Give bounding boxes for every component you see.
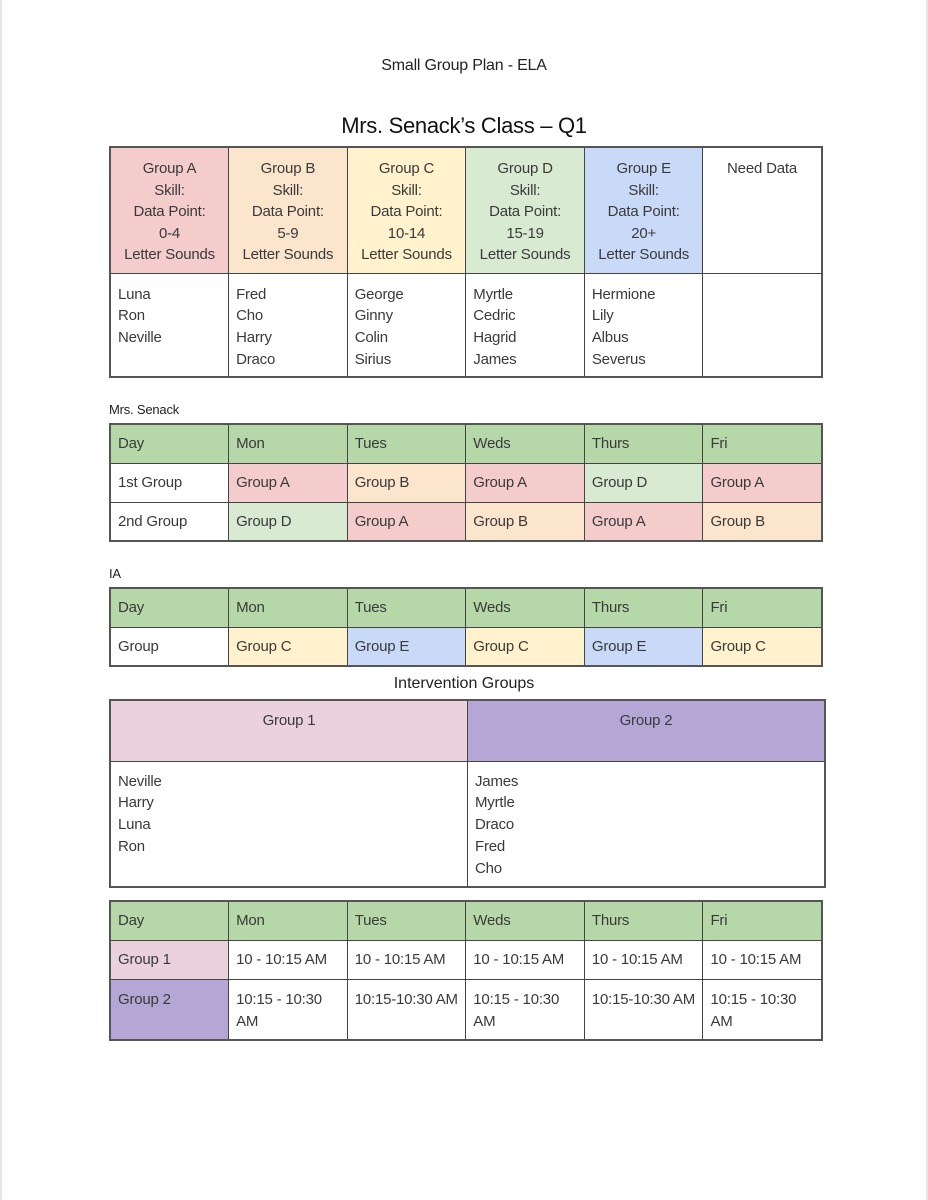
day-mon[interactable]: Mon bbox=[229, 424, 348, 463]
need-data-students[interactable] bbox=[703, 273, 822, 377]
page-edge-left bbox=[0, 0, 2, 1200]
schedule-cell[interactable]: Group D bbox=[229, 502, 348, 541]
schedule-cell[interactable]: Group C bbox=[466, 627, 585, 666]
class-title: Mrs. Senack’s Class – Q1 bbox=[341, 113, 587, 138]
day-header[interactable]: Day bbox=[110, 901, 229, 940]
group-c-students[interactable] bbox=[347, 273, 466, 377]
student-name: George bbox=[354, 285, 404, 303]
row-label[interactable]: Group bbox=[110, 627, 229, 666]
student-name: Draco bbox=[236, 350, 276, 368]
intervention-schedule-table bbox=[109, 900, 823, 1041]
day-tues[interactable]: Tues bbox=[347, 424, 466, 463]
group-a-header[interactable] bbox=[110, 147, 229, 273]
student-name: Fred bbox=[236, 285, 267, 303]
student-name: Sirius bbox=[354, 350, 391, 368]
group-name: Group A bbox=[142, 160, 197, 177]
data-point-label: Data Point: bbox=[489, 203, 562, 221]
schedule-row-group-2 bbox=[110, 979, 822, 1040]
student-name: Luna bbox=[118, 285, 151, 303]
intervention-group-2-students[interactable] bbox=[468, 761, 826, 887]
time-cell[interactable]: 10:15-10:30 AM bbox=[347, 979, 466, 1040]
student-name: Albus bbox=[591, 329, 629, 347]
schedule-cell[interactable]: Group A bbox=[466, 463, 585, 502]
student-name: Myrtle bbox=[475, 794, 515, 812]
intervention-groups-table bbox=[109, 699, 826, 888]
data-point-measure: Letter Sounds bbox=[124, 246, 215, 264]
need-data-header[interactable] bbox=[703, 147, 822, 273]
group-a-students[interactable] bbox=[110, 273, 229, 377]
student-name: James bbox=[473, 350, 517, 368]
data-point-range: 15-19 bbox=[506, 224, 544, 242]
skill-label: Skill: bbox=[154, 181, 185, 199]
time-cell[interactable]: 10:15 - 10:30 AM bbox=[466, 979, 585, 1040]
student-name: Draco bbox=[475, 816, 515, 834]
data-point-range: 10-14 bbox=[387, 224, 426, 242]
document-title: Small Group Plan - ELA bbox=[381, 57, 547, 74]
time-cell[interactable]: 10 - 10:15 AM bbox=[466, 940, 585, 979]
student-name: Hagrid bbox=[473, 329, 517, 347]
day-fri[interactable]: Fri bbox=[703, 588, 822, 627]
group-name: Group E bbox=[616, 160, 671, 177]
ia-schedule-table bbox=[109, 587, 823, 667]
time-cell[interactable]: 10 - 10:15 AM bbox=[347, 940, 466, 979]
student-name: Ron bbox=[118, 837, 145, 855]
time-cell[interactable]: 10 - 10:15 AM bbox=[584, 940, 703, 979]
skill-label: Skill: bbox=[272, 181, 304, 199]
day-thurs[interactable]: Thurs bbox=[584, 424, 703, 463]
time-cell[interactable]: 10 - 10:15 AM bbox=[229, 940, 348, 979]
day-header[interactable]: Day bbox=[110, 588, 229, 627]
row-label[interactable]: 1st Group bbox=[110, 463, 229, 502]
intervention-group-2-header[interactable]: Group 2 bbox=[468, 700, 826, 761]
time-cell[interactable]: 10:15 - 10:30 AM bbox=[703, 979, 822, 1040]
schedule-cell[interactable]: Group B bbox=[703, 502, 822, 541]
group-b-header[interactable] bbox=[229, 147, 348, 273]
schedule-row-group-1 bbox=[110, 940, 822, 979]
student-name: Ginny bbox=[354, 307, 393, 325]
student-name: Myrtle bbox=[473, 285, 513, 303]
student-name: Cedric bbox=[473, 307, 516, 325]
schedule-cell[interactable]: Group C bbox=[703, 627, 822, 666]
schedule-cell[interactable]: Group C bbox=[229, 627, 348, 666]
day-tues[interactable]: Tues bbox=[347, 901, 466, 940]
day-fri[interactable]: Fri bbox=[703, 424, 822, 463]
intervention-groups-title: Intervention Groups bbox=[393, 675, 535, 692]
data-point-range: 5-9 bbox=[277, 224, 299, 242]
schedule-cell[interactable]: Group A bbox=[347, 502, 466, 541]
intervention-group-1-students[interactable] bbox=[110, 761, 468, 887]
day-fri[interactable]: Fri bbox=[703, 901, 822, 940]
groups-header-row bbox=[110, 147, 822, 273]
senack-schedule-table bbox=[109, 423, 823, 542]
student-name: Harry bbox=[236, 329, 272, 347]
group-name: Group C bbox=[378, 160, 435, 177]
day-mon[interactable]: Mon bbox=[229, 901, 348, 940]
schedule-cell[interactable]: Group E bbox=[584, 627, 703, 666]
schedule-cell[interactable]: Group E bbox=[347, 627, 466, 666]
row-label[interactable]: 2nd Group bbox=[110, 502, 229, 541]
intervention-students-row bbox=[110, 761, 825, 887]
schedule-row-2nd-group bbox=[110, 502, 822, 541]
day-tues[interactable]: Tues bbox=[347, 588, 466, 627]
skill-label: Skill: bbox=[391, 181, 422, 199]
group-name: Group B bbox=[260, 160, 316, 177]
row-label[interactable]: Group 2 bbox=[110, 979, 229, 1040]
senack-schedule-label: Mrs. Senack bbox=[109, 402, 180, 417]
schedule-cell[interactable]: Group A bbox=[229, 463, 348, 502]
student-name: Ron bbox=[118, 307, 145, 325]
data-point-measure: Letter Sounds bbox=[598, 246, 690, 264]
day-header-row bbox=[110, 901, 822, 940]
schedule-cell[interactable]: Group B bbox=[347, 463, 466, 502]
data-point-range: 20+ bbox=[631, 224, 657, 242]
intervention-group-1-header[interactable]: Group 1 bbox=[110, 700, 468, 761]
groups-table bbox=[109, 146, 823, 378]
student-name: Lily bbox=[591, 307, 614, 325]
schedule-cell[interactable]: Group A bbox=[584, 502, 703, 541]
student-name: Hermione bbox=[591, 285, 656, 303]
data-point-label: Data Point: bbox=[133, 203, 206, 221]
intervention-header-row bbox=[110, 700, 825, 761]
day-weds[interactable]: Weds bbox=[466, 901, 585, 940]
data-point-label: Data Point: bbox=[251, 203, 324, 221]
data-point-label: Data Point: bbox=[370, 203, 443, 221]
day-header-row bbox=[110, 588, 822, 627]
skill-label: Skill: bbox=[628, 181, 659, 199]
student-name: Fred bbox=[475, 837, 506, 855]
data-point-measure: Letter Sounds bbox=[361, 246, 452, 264]
data-point-label: Data Point: bbox=[607, 203, 680, 221]
day-thurs[interactable]: Thurs bbox=[584, 588, 703, 627]
day-weds[interactable]: Weds bbox=[466, 424, 585, 463]
data-point-measure: Letter Sounds bbox=[242, 246, 334, 264]
group-e-header[interactable] bbox=[584, 147, 703, 273]
day-header-row bbox=[110, 424, 822, 463]
group-b-students[interactable] bbox=[229, 273, 348, 377]
group-d-students[interactable] bbox=[466, 273, 585, 377]
row-label[interactable]: Group 1 bbox=[110, 940, 229, 979]
day-header[interactable]: Day bbox=[110, 424, 229, 463]
student-name: Neville bbox=[118, 772, 162, 790]
schedule-cell[interactable]: Group A bbox=[703, 463, 822, 502]
student-name: James bbox=[475, 772, 519, 790]
schedule-cell[interactable]: Group B bbox=[466, 502, 585, 541]
day-thurs[interactable]: Thurs bbox=[584, 901, 703, 940]
ia-schedule-label: IA bbox=[109, 566, 121, 581]
student-name: Cho bbox=[475, 859, 502, 877]
group-name: Need Data bbox=[727, 160, 797, 177]
group-e-students[interactable] bbox=[584, 273, 703, 377]
student-name: Harry bbox=[118, 794, 154, 812]
groups-students-row bbox=[110, 273, 822, 377]
time-cell[interactable]: 10:15-10:30 AM bbox=[584, 979, 703, 1040]
group-name: Group D bbox=[497, 160, 553, 177]
skill-label: Skill: bbox=[509, 181, 541, 199]
schedule-row-1st-group bbox=[110, 463, 822, 502]
student-name: Luna bbox=[118, 816, 151, 834]
student-name: Cho bbox=[236, 307, 264, 325]
data-point-range: 0-4 bbox=[159, 224, 181, 242]
student-name: Severus bbox=[591, 350, 646, 368]
time-cell[interactable]: 10 - 10:15 AM bbox=[703, 940, 822, 979]
day-weds[interactable]: Weds bbox=[466, 588, 585, 627]
time-cell[interactable]: 10:15 - 10:30 AM bbox=[229, 979, 348, 1040]
day-mon[interactable]: Mon bbox=[229, 588, 348, 627]
group-c-header[interactable] bbox=[347, 147, 466, 273]
schedule-cell[interactable]: Group D bbox=[584, 463, 703, 502]
schedule-row-group bbox=[110, 627, 822, 666]
group-d-header[interactable] bbox=[466, 147, 585, 273]
student-name: Neville bbox=[118, 329, 162, 347]
student-name: Colin bbox=[354, 329, 388, 347]
data-point-measure: Letter Sounds bbox=[479, 246, 571, 264]
